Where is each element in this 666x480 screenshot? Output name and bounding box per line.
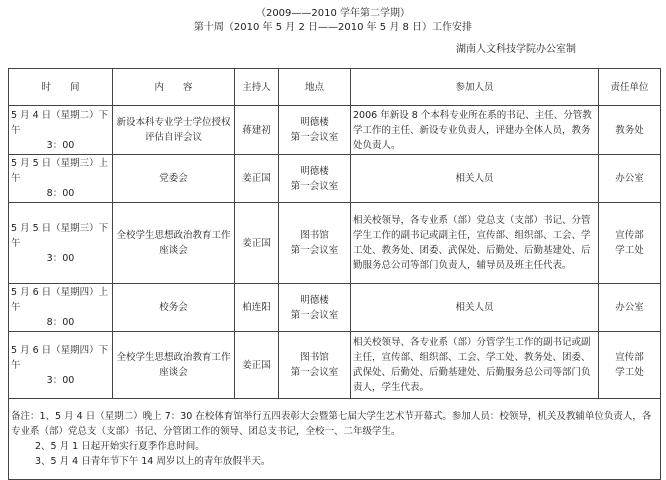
issuing-office: 湖南人文科技学院办公室制 <box>456 44 576 55</box>
location-cell: 图书馆 第一会议室 <box>279 203 351 284</box>
host-cell: 姜正国 <box>235 332 279 399</box>
host-cell: 姜正国 <box>235 203 279 284</box>
location-cell: 图书馆 第一会议室 <box>279 332 351 399</box>
table-row <box>9 106 661 155</box>
col-header-time: 时 间 <box>9 69 113 106</box>
responsible-cell: 宣传部 学工处 <box>599 332 661 399</box>
semester-line: （2009——2010 学年第二学期） <box>255 8 411 19</box>
col-header-participants: 参加人员 <box>351 69 599 106</box>
location-cell: 明德楼 第一会议室 <box>279 284 351 332</box>
week-title: 第十周（2010 年 5 月 2 日——2010 年 5 月 8 日）工作安排 <box>193 22 473 33</box>
col-header-location: 地点 <box>279 69 351 106</box>
responsible-cell: 办公室 <box>599 155 661 203</box>
participants-cell: 相关人员 <box>351 155 599 203</box>
content-cell: 全校学生思想政治教育工作座谈会 <box>113 332 235 399</box>
col-header-content: 内 容 <box>113 69 235 106</box>
responsible-cell: 办公室 <box>599 284 661 332</box>
content-cell: 新设本科专业学士学位授权评估自评会议 <box>113 106 235 155</box>
host-cell: 蒋建初 <box>235 106 279 155</box>
location-cell: 明德楼 第一会议室 <box>279 106 351 155</box>
table-header-row <box>9 69 661 106</box>
time-cell: 5 月 5 日（星期三）下午 3：00 <box>9 203 113 284</box>
time-cell: 5 月 5 日（星期三）上午 8：00 <box>9 155 113 203</box>
participants-cell: 相关校领导，各专业系（部）党总支（支部）书记、分管学生工作的副书记或副主任，宣传部、组织部、工会、学工处、教务处、团委、武保处、后勤处、后勤基建处、后勤服务总公司等部门负责人，辅导员及班主任代表。 <box>351 203 599 284</box>
host-cell: 柏连阳 <box>235 284 279 332</box>
schedule-table <box>8 68 661 480</box>
participants-cell: 2006 年新设 8 个本科专业所在系的书记、主任、分管教学工作的主任、新设专业负责人，评建办全体人员，教务处负责人。 <box>351 106 599 155</box>
notes-row <box>9 399 661 480</box>
table-row <box>9 284 661 332</box>
col-header-responsible: 责任单位 <box>599 69 661 106</box>
participants-cell: 相关校领导、各专业系（部）分管学生工作的副书记或副主任，宣传部、组织部、工会、学工处、教务处、团委、武保处、后勤处、后勤基建处、后勤服务总公司等部门负责人，学生代表。 <box>351 332 599 399</box>
responsible-cell: 教务处 <box>599 106 661 155</box>
host-cell: 姜正国 <box>235 155 279 203</box>
col-header-host: 主持人 <box>235 69 279 106</box>
content-cell: 党委会 <box>113 155 235 203</box>
note-2: 2、5 月 1 日起开始实行夏季作息时间。 <box>35 441 205 452</box>
time-cell: 5 月 4 日（星期二）下午 3：00 <box>9 106 113 155</box>
content-cell: 校务会 <box>113 284 235 332</box>
table-row <box>9 203 661 284</box>
time-cell: 5 月 6 日（星期四）上午 8：00 <box>9 284 113 332</box>
notes-cell <box>9 399 661 480</box>
note-1: 备注：1、5 月 4 日（星期二）晚上 7：30 在校体育馆举行五四表彰大会暨第七届大学生艺术节开幕式。参加人员：校领导，机关及教辅单位负责人，各专业系（部）党总支（支部）书记、分管团工作的领导、团总支书记，全校一、二年级学生。 <box>11 411 652 437</box>
participants-cell: 相关人员 <box>351 284 599 332</box>
responsible-cell: 宣传部 学工处 <box>599 203 661 284</box>
table-row <box>9 155 661 203</box>
location-cell: 明德楼 第一会议室 <box>279 155 351 203</box>
content-cell: 全校学生思想政治教育工作座谈会 <box>113 203 235 284</box>
time-cell: 5 月 6 日（星期四）下午 3：00 <box>9 332 113 399</box>
table-row <box>9 332 661 399</box>
note-3: 3、5 月 4 日青年节下午 14 周岁以上的青年放假半天。 <box>35 456 271 467</box>
